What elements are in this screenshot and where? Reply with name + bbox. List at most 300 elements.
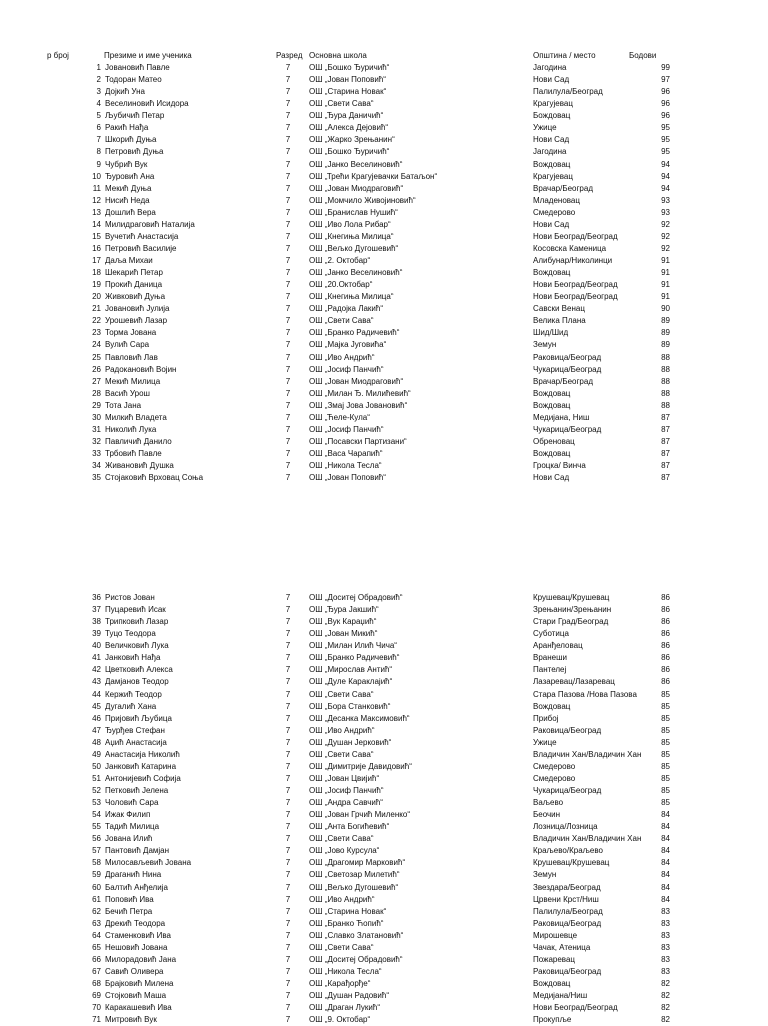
table-row — [0, 171, 768, 183]
student-name-cell: Петковић Јелена — [105, 786, 169, 795]
student-name-cell: Тодоран Матео — [105, 75, 162, 85]
student-name-cell: Кержић Теодор — [105, 689, 162, 699]
student-name-cell: Ижак Филип — [105, 810, 151, 820]
student-name-cell: Шкорић Дуња — [105, 135, 157, 145]
school-cell: ОШ „Радојка Лакић“ — [309, 304, 383, 314]
school-cell: ОШ „Драган Лукић“ — [309, 1003, 381, 1013]
points-cell: 89 — [661, 328, 670, 338]
place-cell: Земун — [533, 340, 557, 350]
table-row — [0, 86, 768, 98]
student-name-cell: Јована Илић — [105, 834, 153, 844]
school-cell: ОШ „Десанка Максимовић“ — [309, 713, 410, 723]
table-row — [0, 460, 768, 472]
student-name-cell: Радокановић Војин — [105, 364, 177, 374]
grade-cell: 7 — [285, 473, 291, 483]
school-cell: ОШ „Старина Новак“ — [309, 87, 387, 97]
points-cell: 93 — [661, 195, 670, 205]
school-cell: ОШ „Свети Сава“ — [309, 99, 374, 109]
table-row — [0, 62, 768, 74]
place-cell: Алибунар/Николинци — [533, 256, 613, 265]
student-name-cell: Павличић Данило — [105, 436, 172, 446]
points-cell: 84 — [661, 822, 670, 832]
place-cell: Крушевац/Крушевац — [533, 593, 610, 602]
grade-cell: 7 — [285, 111, 291, 121]
rank-cell: 53 — [92, 798, 101, 808]
points-cell: 93 — [661, 207, 670, 217]
table-row — [0, 882, 768, 894]
school-cell: ОШ „Јосиф Панчић“ — [309, 786, 384, 795]
points-cell: 85 — [661, 749, 670, 759]
student-name-cell: Стојковић Маша — [105, 991, 167, 1001]
points-cell: 95 — [661, 135, 670, 145]
place-cell: Пантелеј — [533, 665, 567, 675]
rank-cell: 57 — [92, 846, 101, 856]
points-cell: 84 — [661, 858, 670, 868]
school-cell: ОШ „Андра Савчић“ — [309, 798, 383, 808]
school-cell: ОШ „Бранко Радичевић“ — [309, 653, 400, 663]
place-cell: Бождовац — [533, 111, 571, 121]
school-cell: ОШ „Вељко Дугошевић“ — [309, 882, 399, 892]
place-cell: Вождовац — [533, 400, 571, 410]
place-cell: Гроцка/ Винча — [533, 461, 586, 471]
student-name-cell: Тота Јана — [105, 400, 142, 410]
points-cell: 94 — [661, 183, 670, 193]
place-cell: Владичин Хан/Владичин Хан — [533, 749, 642, 759]
school-cell: ОШ „Кнегиња Милица“ — [309, 231, 394, 241]
rank-cell: 33 — [92, 449, 101, 458]
grade-cell: 7 — [285, 328, 291, 338]
student-name-cell: Милкић Владета — [105, 412, 167, 422]
rank-cell: 60 — [92, 882, 101, 892]
points-cell: 83 — [661, 942, 670, 952]
points-cell: 94 — [661, 159, 670, 169]
table-row — [0, 978, 768, 990]
student-name-cell: Пуцаревић Исак — [105, 605, 166, 615]
grade-cell: 7 — [285, 147, 291, 157]
grade-cell: 7 — [285, 400, 291, 410]
rank-cell: 28 — [92, 388, 101, 398]
rank-cell: 2 — [96, 75, 101, 85]
table-row — [0, 195, 768, 207]
rank-cell: 49 — [92, 749, 101, 759]
student-name-cell: Брајковић Милена — [105, 979, 174, 988]
school-cell: ОШ „Алекса Дејовић“ — [309, 123, 389, 133]
grade-cell: 7 — [285, 219, 291, 229]
table-row — [0, 183, 768, 195]
place-cell: Косовска Каменица — [533, 243, 607, 253]
table-row — [0, 134, 768, 146]
place-cell: Прокупље — [533, 1015, 572, 1025]
points-cell: 83 — [661, 930, 670, 940]
student-name-cell: Величковић Лука — [105, 641, 169, 651]
grade-cell: 7 — [285, 436, 291, 446]
grade-cell: 7 — [285, 966, 291, 976]
grade-cell: 7 — [285, 376, 291, 386]
points-cell: 89 — [661, 316, 670, 326]
place-cell: Врачар/Београд — [533, 183, 593, 193]
rank-cell: 24 — [92, 340, 101, 350]
place-cell: Палилула/Београд — [533, 906, 603, 916]
place-cell: Ужице — [533, 737, 557, 747]
rank-cell: 30 — [92, 412, 101, 422]
rank-cell: 10 — [92, 171, 101, 181]
place-cell: Раковица/Београд — [533, 918, 602, 928]
student-name-cell: Вулић Сара — [105, 340, 150, 350]
school-cell: ОШ „Кнегиња Милица“ — [309, 292, 394, 302]
rank-cell: 42 — [92, 665, 101, 675]
table-row — [0, 942, 768, 954]
student-name-cell: Даља Михаи — [105, 256, 153, 265]
header-school: Основна школа — [309, 51, 367, 60]
place-cell: Чачак, Атеница — [533, 942, 591, 952]
table-row — [0, 352, 768, 364]
grade-cell: 7 — [285, 159, 291, 169]
student-name-cell: Мекић Дуња — [105, 183, 152, 193]
grade-cell: 7 — [285, 123, 291, 133]
table-row — [0, 339, 768, 351]
points-cell: 86 — [661, 605, 670, 615]
points-cell: 90 — [661, 304, 670, 314]
grade-cell: 7 — [285, 617, 291, 627]
school-cell: ОШ „Момчило Живојиновић“ — [309, 195, 416, 205]
rank-cell: 16 — [92, 243, 101, 253]
points-cell: 85 — [661, 786, 670, 795]
school-cell: ОШ „Бошко Ђуричић“ — [309, 147, 390, 157]
grade-cell: 7 — [285, 665, 291, 675]
school-cell: ОШ „Свети Сава“ — [309, 689, 374, 699]
place-cell: Смедерово — [533, 207, 576, 217]
student-name-cell: Пријовић Љубица — [105, 713, 172, 723]
school-cell: ОШ „Јанко Веселиновић“ — [309, 159, 403, 169]
school-cell: ОШ „Иво Андрић“ — [309, 352, 375, 362]
rank-cell: 59 — [92, 870, 101, 880]
table-row — [0, 472, 768, 484]
grade-cell: 7 — [285, 954, 291, 964]
points-cell: 91 — [661, 256, 670, 265]
rank-cell: 41 — [92, 653, 101, 663]
school-cell: ОШ „Ђура Јакшић“ — [309, 605, 379, 615]
grade-cell: 7 — [285, 858, 291, 868]
student-name-cell: Митровић Вук — [105, 1015, 157, 1025]
rank-cell: 36 — [92, 593, 101, 602]
student-name-cell: Торма Јована — [105, 328, 157, 338]
school-cell: ОШ „Ћеле-Кула“ — [309, 412, 370, 422]
student-name-cell: Нешовић Јована — [105, 942, 168, 952]
rank-cell: 67 — [92, 966, 101, 976]
student-name-cell: Ђурђев Стефан — [105, 725, 165, 735]
school-cell: ОШ „Јован Миодраговић“ — [309, 376, 404, 386]
student-name-cell: Бечић Петра — [105, 906, 153, 916]
place-cell: Чукарица/Београд — [533, 424, 602, 434]
school-cell: ОШ „Јосиф Панчић“ — [309, 364, 384, 374]
rank-cell: 23 — [92, 328, 101, 338]
place-cell: Нови Сад — [533, 135, 570, 145]
grade-cell: 7 — [285, 424, 291, 434]
school-cell: ОШ „Карађорђе“ — [309, 979, 371, 988]
school-cell: ОШ „Бранко Ћопић“ — [309, 918, 384, 928]
grade-cell: 7 — [285, 846, 291, 856]
school-cell: ОШ „Милан Ђ. Милићевић“ — [309, 388, 411, 398]
points-cell: 91 — [661, 268, 670, 278]
student-name-cell: Јанковић Катарина — [105, 761, 177, 771]
points-cell: 84 — [661, 846, 670, 856]
table-row — [0, 737, 768, 749]
grade-cell: 7 — [285, 737, 291, 747]
place-cell: Крагујевац — [533, 99, 573, 109]
rank-cell: 17 — [92, 256, 101, 265]
points-cell: 86 — [661, 653, 670, 663]
place-cell: Вождовац — [533, 701, 571, 711]
place-cell: Пожаревац — [533, 954, 575, 964]
place-cell: Ужице — [533, 123, 557, 133]
grade-cell: 7 — [285, 629, 291, 639]
table-row — [0, 207, 768, 219]
student-name-cell: Павловић Лав — [105, 352, 158, 362]
student-name-cell: Дошлић Вера — [105, 207, 156, 217]
student-name-cell: Пантовић Дамјан — [105, 846, 170, 856]
place-cell: Јагодина — [533, 147, 567, 157]
points-cell: 87 — [661, 473, 670, 483]
student-name-cell: Савић Оливера — [105, 966, 164, 976]
rank-cell: 20 — [92, 292, 101, 302]
student-name-cell: Дамјанов Теодор — [105, 677, 169, 687]
table-row — [0, 652, 768, 664]
rank-cell: 14 — [92, 219, 101, 229]
table-row — [0, 990, 768, 1002]
grade-cell: 7 — [285, 449, 291, 458]
place-cell: Лозница/Лозница — [533, 822, 598, 832]
rank-cell: 35 — [92, 473, 101, 483]
rank-cell: 31 — [92, 424, 101, 434]
rank-cell: 46 — [92, 713, 101, 723]
grade-cell: 7 — [285, 882, 291, 892]
header-rank: р број — [47, 51, 69, 60]
points-cell: 82 — [661, 1003, 670, 1013]
grade-cell: 7 — [285, 810, 291, 820]
school-cell: ОШ „Јосиф Панчић“ — [309, 424, 384, 434]
table-row — [0, 785, 768, 797]
place-cell: Медијана/Ниш — [533, 991, 588, 1001]
place-cell: Вождовац — [533, 979, 571, 988]
grade-cell: 7 — [285, 798, 291, 808]
student-name-cell: Драганић Нина — [105, 870, 162, 880]
rank-cell: 6 — [96, 123, 101, 133]
grade-cell: 7 — [285, 906, 291, 916]
grade-cell: 7 — [285, 749, 291, 759]
points-cell: 95 — [661, 147, 670, 157]
table-row — [0, 412, 768, 424]
student-name-cell: Антонијевић Софија — [105, 773, 181, 783]
rank-cell: 61 — [92, 894, 101, 904]
table-row — [0, 110, 768, 122]
school-cell: ОШ „Јован Миодраговић“ — [309, 183, 404, 193]
points-cell: 86 — [661, 617, 670, 627]
student-name-cell: Милосављевић Јована — [105, 858, 192, 868]
place-cell: Лазаревац/Лазаревац — [533, 677, 615, 687]
points-cell: 94 — [661, 171, 670, 181]
grade-cell: 7 — [285, 352, 291, 362]
table-row — [0, 918, 768, 930]
rank-cell: 13 — [92, 207, 101, 217]
points-cell: 96 — [661, 87, 670, 97]
grade-cell: 7 — [285, 461, 291, 471]
table-row — [0, 616, 768, 628]
place-cell: Нови Београд/Београд — [533, 1003, 618, 1013]
place-cell: Чукарица/Београд — [533, 364, 602, 374]
place-cell: Нови Сад — [533, 75, 570, 85]
place-cell: Смедерово — [533, 761, 576, 771]
points-cell: 92 — [661, 243, 670, 253]
points-cell: 97 — [661, 75, 670, 85]
student-name-cell: Нисић Неда — [105, 195, 150, 205]
rank-cell: 50 — [92, 761, 101, 771]
rank-cell: 11 — [92, 183, 101, 193]
grade-cell: 7 — [285, 304, 291, 314]
points-cell: 86 — [661, 593, 670, 602]
student-name-cell: Дојкић Уна — [105, 87, 145, 97]
rank-cell: 63 — [92, 918, 101, 928]
school-cell: ОШ „Ђура Даничић“ — [309, 111, 384, 121]
student-name-cell: Јовановић Јулија — [105, 304, 170, 314]
table-row — [0, 894, 768, 906]
grade-cell: 7 — [285, 412, 291, 422]
place-cell: Зрењанин/Зрењанин — [533, 605, 612, 615]
grade-cell: 7 — [285, 280, 291, 290]
rank-cell: 1 — [96, 63, 101, 72]
school-cell: ОШ „Мирослав Антић“ — [309, 665, 393, 675]
table-row — [0, 159, 768, 171]
place-cell: Раковица/Београд — [533, 352, 602, 362]
results-table-part-2 — [0, 592, 768, 1026]
grade-cell: 7 — [285, 593, 291, 602]
points-cell: 85 — [661, 761, 670, 771]
school-cell: ОШ „Свети Сава“ — [309, 942, 374, 952]
rank-cell: 39 — [92, 629, 101, 639]
header-place: Општина / место — [533, 51, 596, 60]
student-name-cell: Живковић Дуња — [105, 292, 166, 302]
grade-cell: 7 — [285, 822, 291, 832]
rank-cell: 3 — [96, 87, 101, 97]
rank-cell: 9 — [96, 159, 101, 169]
grade-cell: 7 — [285, 340, 291, 350]
grade-cell: 7 — [285, 195, 291, 205]
points-cell: 86 — [661, 665, 670, 675]
points-cell: 92 — [661, 219, 670, 229]
student-name-cell: Туцо Теодора — [105, 629, 156, 639]
table-row — [0, 424, 768, 436]
grade-cell: 7 — [285, 786, 291, 795]
points-cell: 83 — [661, 966, 670, 976]
table-row — [0, 954, 768, 966]
table-row — [0, 676, 768, 688]
rank-cell: 22 — [92, 316, 101, 326]
grade-cell: 7 — [285, 834, 291, 844]
grade-cell: 7 — [285, 135, 291, 145]
grade-cell: 7 — [285, 1015, 291, 1025]
table-row — [0, 279, 768, 291]
points-cell: 87 — [661, 436, 670, 446]
place-cell: Вранеши — [533, 653, 567, 663]
results-table-part-1 — [0, 62, 768, 484]
school-cell: ОШ „Бора Станковић“ — [309, 701, 391, 711]
place-cell: Црвени Крст/Ниш — [533, 894, 599, 904]
rank-cell: 56 — [92, 834, 101, 844]
header-name: Презиме и име ученика — [104, 51, 192, 60]
grade-cell: 7 — [285, 63, 291, 72]
table-row — [0, 146, 768, 158]
rank-cell: 25 — [92, 352, 101, 362]
place-cell: Суботица — [533, 629, 569, 639]
points-cell: 87 — [661, 461, 670, 471]
grade-cell: 7 — [285, 930, 291, 940]
student-name-cell: Милорадовић Јана — [105, 954, 177, 964]
table-row — [0, 388, 768, 400]
rank-cell: 18 — [92, 268, 101, 278]
table-row — [0, 845, 768, 857]
grade-cell: 7 — [285, 641, 291, 651]
school-cell: ОШ „Славко Златановић“ — [309, 930, 404, 940]
table-row — [0, 833, 768, 845]
points-cell: 85 — [661, 737, 670, 747]
table-row — [0, 966, 768, 978]
student-name-cell: Поповић Ива — [105, 894, 154, 904]
grade-cell: 7 — [285, 364, 291, 374]
grade-cell: 7 — [285, 918, 291, 928]
place-cell: Чукарица/Београд — [533, 786, 602, 795]
rank-cell: 21 — [92, 304, 101, 314]
place-cell: Крагујевац — [533, 171, 573, 181]
student-name-cell: Вучетић Анастасија — [105, 231, 179, 241]
rank-cell: 44 — [92, 689, 101, 699]
school-cell: ОШ „Бранислав Нушић“ — [309, 207, 398, 217]
table-row — [0, 821, 768, 833]
table-row — [0, 255, 768, 267]
table-row — [0, 122, 768, 134]
school-cell: ОШ „Бошко Ђуричић“ — [309, 63, 390, 72]
table-row — [0, 448, 768, 460]
school-cell: ОШ „Трећи Крагујевачки Батаљон“ — [309, 171, 438, 181]
school-cell: ОШ „Јован Поповић“ — [309, 473, 386, 483]
rank-cell: 66 — [92, 954, 101, 964]
student-name-cell: Живановић Душка — [105, 461, 174, 471]
grade-cell: 7 — [285, 1003, 291, 1013]
points-cell: 82 — [661, 1015, 670, 1025]
rank-cell: 7 — [96, 135, 101, 145]
table-row — [0, 749, 768, 761]
student-name-cell: Јовановић Павле — [105, 63, 170, 72]
school-cell: ОШ „Иво Лола Рибар“ — [309, 219, 391, 229]
table-row — [0, 303, 768, 315]
table-row — [0, 291, 768, 303]
grade-cell: 7 — [285, 725, 291, 735]
table-row — [0, 364, 768, 376]
points-cell: 86 — [661, 641, 670, 651]
grade-cell: 7 — [285, 870, 291, 880]
grade-cell: 7 — [285, 256, 291, 265]
grade-cell: 7 — [285, 761, 291, 771]
grade-cell: 7 — [285, 653, 291, 663]
table-row — [0, 1014, 768, 1026]
grade-cell: 7 — [285, 231, 291, 241]
grade-cell: 7 — [285, 75, 291, 85]
table-row — [0, 400, 768, 412]
school-cell: ОШ „Димитрије Давидовић“ — [309, 761, 412, 771]
student-name-cell: Јанковић Нађа — [105, 653, 161, 663]
points-cell: 88 — [661, 352, 670, 362]
place-cell: Вождовац — [533, 268, 571, 278]
points-cell: 88 — [661, 388, 670, 398]
table-row — [0, 604, 768, 616]
